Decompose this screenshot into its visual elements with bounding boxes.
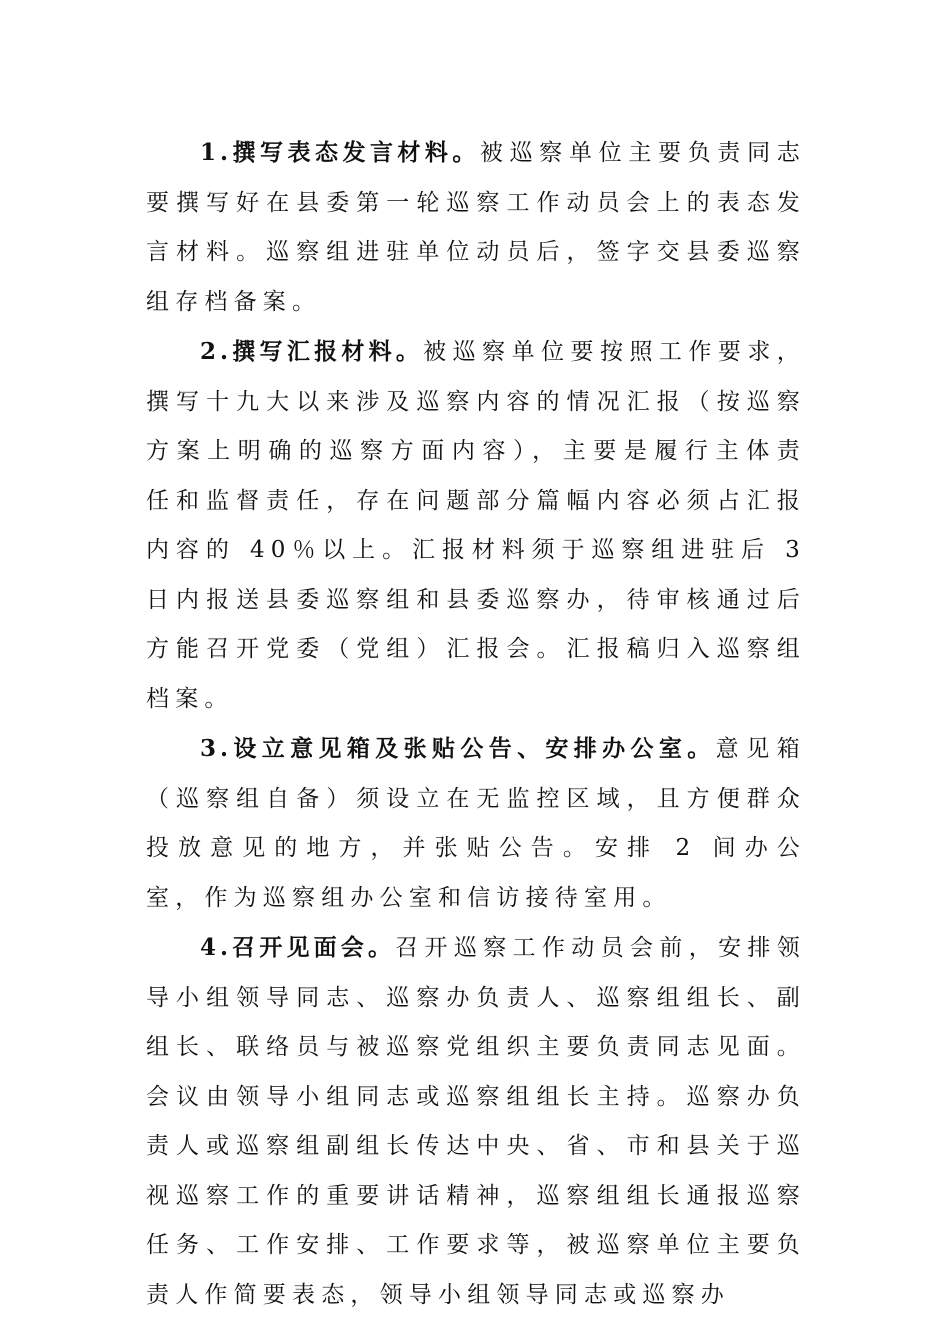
paragraph-2-body: 被巡察单位要按照工作要求，撰写十九大以来涉及巡察内容的情况汇报（按巡察方案上明确的巡察方面内容），主要是履行主体责任和监督责任，存在问题部分篇幅内容必须占汇报内容的 40％以上。汇报材料须于巡察组进驻后 3 日内报送县委巡察组和县委巡察办，待审核通过后方能召开党委（党组）汇报会。汇报稿归入巡察组档案。 (146, 339, 806, 712)
paragraph-2 (146, 327, 806, 724)
paragraph-3-body: 意见箱（巡察组自备）须设立在无监控区域，且方便群众投放意见的地方，并张贴公告。安排 2 间办公室，作为巡察组办公室和信访接待室用。 (146, 736, 806, 911)
paragraph-2-heading: 2.撰写汇报材料。 (200, 338, 424, 365)
paragraph-3-heading: 3.设立意见箱及张贴公告、安排办公室。 (200, 735, 716, 762)
paragraph-1-heading: 1.撰写表态发言材料。 (200, 139, 480, 166)
paragraph-4 (146, 923, 806, 1320)
paragraph-1-body: 被巡察单位主要负责同志要撰写好在县委第一轮巡察工作动员会上的表态发言材料。巡察组进驻单位动员后，签字交县委巡察组存档备案。 (146, 140, 806, 315)
paragraph-4-heading: 4.召开见面会。 (200, 934, 396, 961)
paragraph-3 (146, 724, 806, 923)
paragraph-4-body: 召开巡察工作动员会前，安排领导小组领导同志、巡察办负责人、巡察组组长、副组长、联络员与被巡察党组织主要负责同志见面。会议由领导小组同志或巡察组组长主持。巡察办负责人或巡察组副组长传达中央、省、市和县关于巡视巡察工作的重要讲话精神，巡察组组长通报巡察任务、工作安排、工作要求等，被巡察单位主要负责人作简要表态，领导小组领导同志或巡察办 (146, 935, 806, 1308)
paragraph-1 (146, 128, 806, 327)
